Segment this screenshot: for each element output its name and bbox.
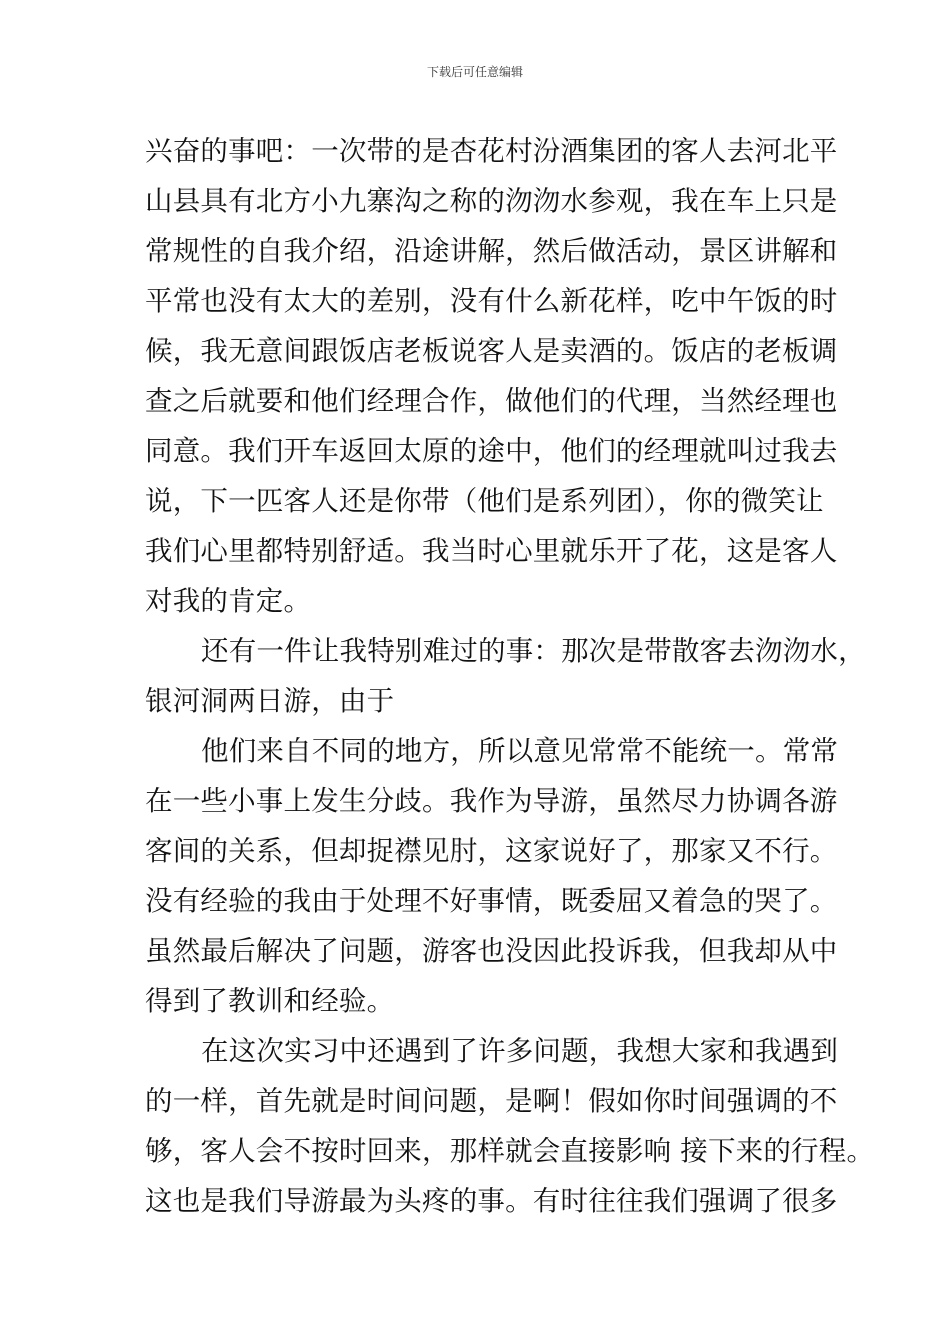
text-line: 这也是我们导游最为头疼的事。有时往往我们强调了很多 [145, 1185, 838, 1217]
body-text [145, 126, 875, 1226]
text-line: 的一样，首先就是时间问题，是啊！假如你时间强调的不 [145, 1085, 838, 1117]
text-line: 在一些小事上发生分歧。我作为导游，虽然尽力协调各游 [145, 785, 838, 817]
paragraph-start-line: 还有一件让我特别难过的事：那次是带散客去沕沕水， [201, 635, 866, 667]
text-line: 兴奋的事吧：一次带的是杏花村汾酒集团的客人去河北平 [145, 135, 838, 167]
text-line: 山县具有北方小九寨沟之称的沕沕水参观，我在车上只是 [145, 185, 838, 217]
paragraph-start-line: 他们来自不同的地方，所以意见常常不能统一。常常 [201, 735, 839, 767]
text-line: 客间的关系，但却捉襟见肘，这家说好了，那家又不行。 [145, 835, 838, 867]
text-line: 银河洞两日游，由于 [145, 685, 395, 717]
text-line: 查之后就要和他们经理合作，做他们的代理，当然经理也 [145, 385, 838, 417]
text-line: 说，下一匹客人还是你带（他们是系列团），你的微笑让 [145, 485, 824, 517]
text-line: 我们心里都特别舒适。我当时心里就乐开了花，这是客人 [145, 535, 838, 567]
text-line: 对我的肯定。 [145, 585, 312, 617]
text-line: 虽然最后解决了问题，游客也没因此投诉我，但我却从中 [145, 935, 838, 967]
text-line: 得到了教训和经验。 [145, 985, 395, 1017]
text-line: 常规性的自我介绍，沿途讲解，然后做活动，景区讲解和 [145, 235, 838, 267]
text-line: 够，客人会不按时回来，那样就会直接影响 接下来的行程。 [145, 1135, 875, 1167]
text-line: 同意。我们开车返回太原的途中，他们的经理就叫过我去 [145, 435, 838, 467]
text-line: 没有经验的我由于处理不好事情，既委屈又着急的哭了。 [145, 885, 838, 917]
text-line: 平常也没有太大的差别，没有什么新花样，吃中午饭的时 [145, 285, 838, 317]
page-header: 下载后可任意编辑 [426, 65, 523, 79]
text-line: 候，我无意间跟饭店老板说客人是卖酒的。饭店的老板调 [145, 335, 838, 367]
paragraph-start-line: 在这次实习中还遇到了许多问题，我想大家和我遇到 [201, 1035, 839, 1067]
